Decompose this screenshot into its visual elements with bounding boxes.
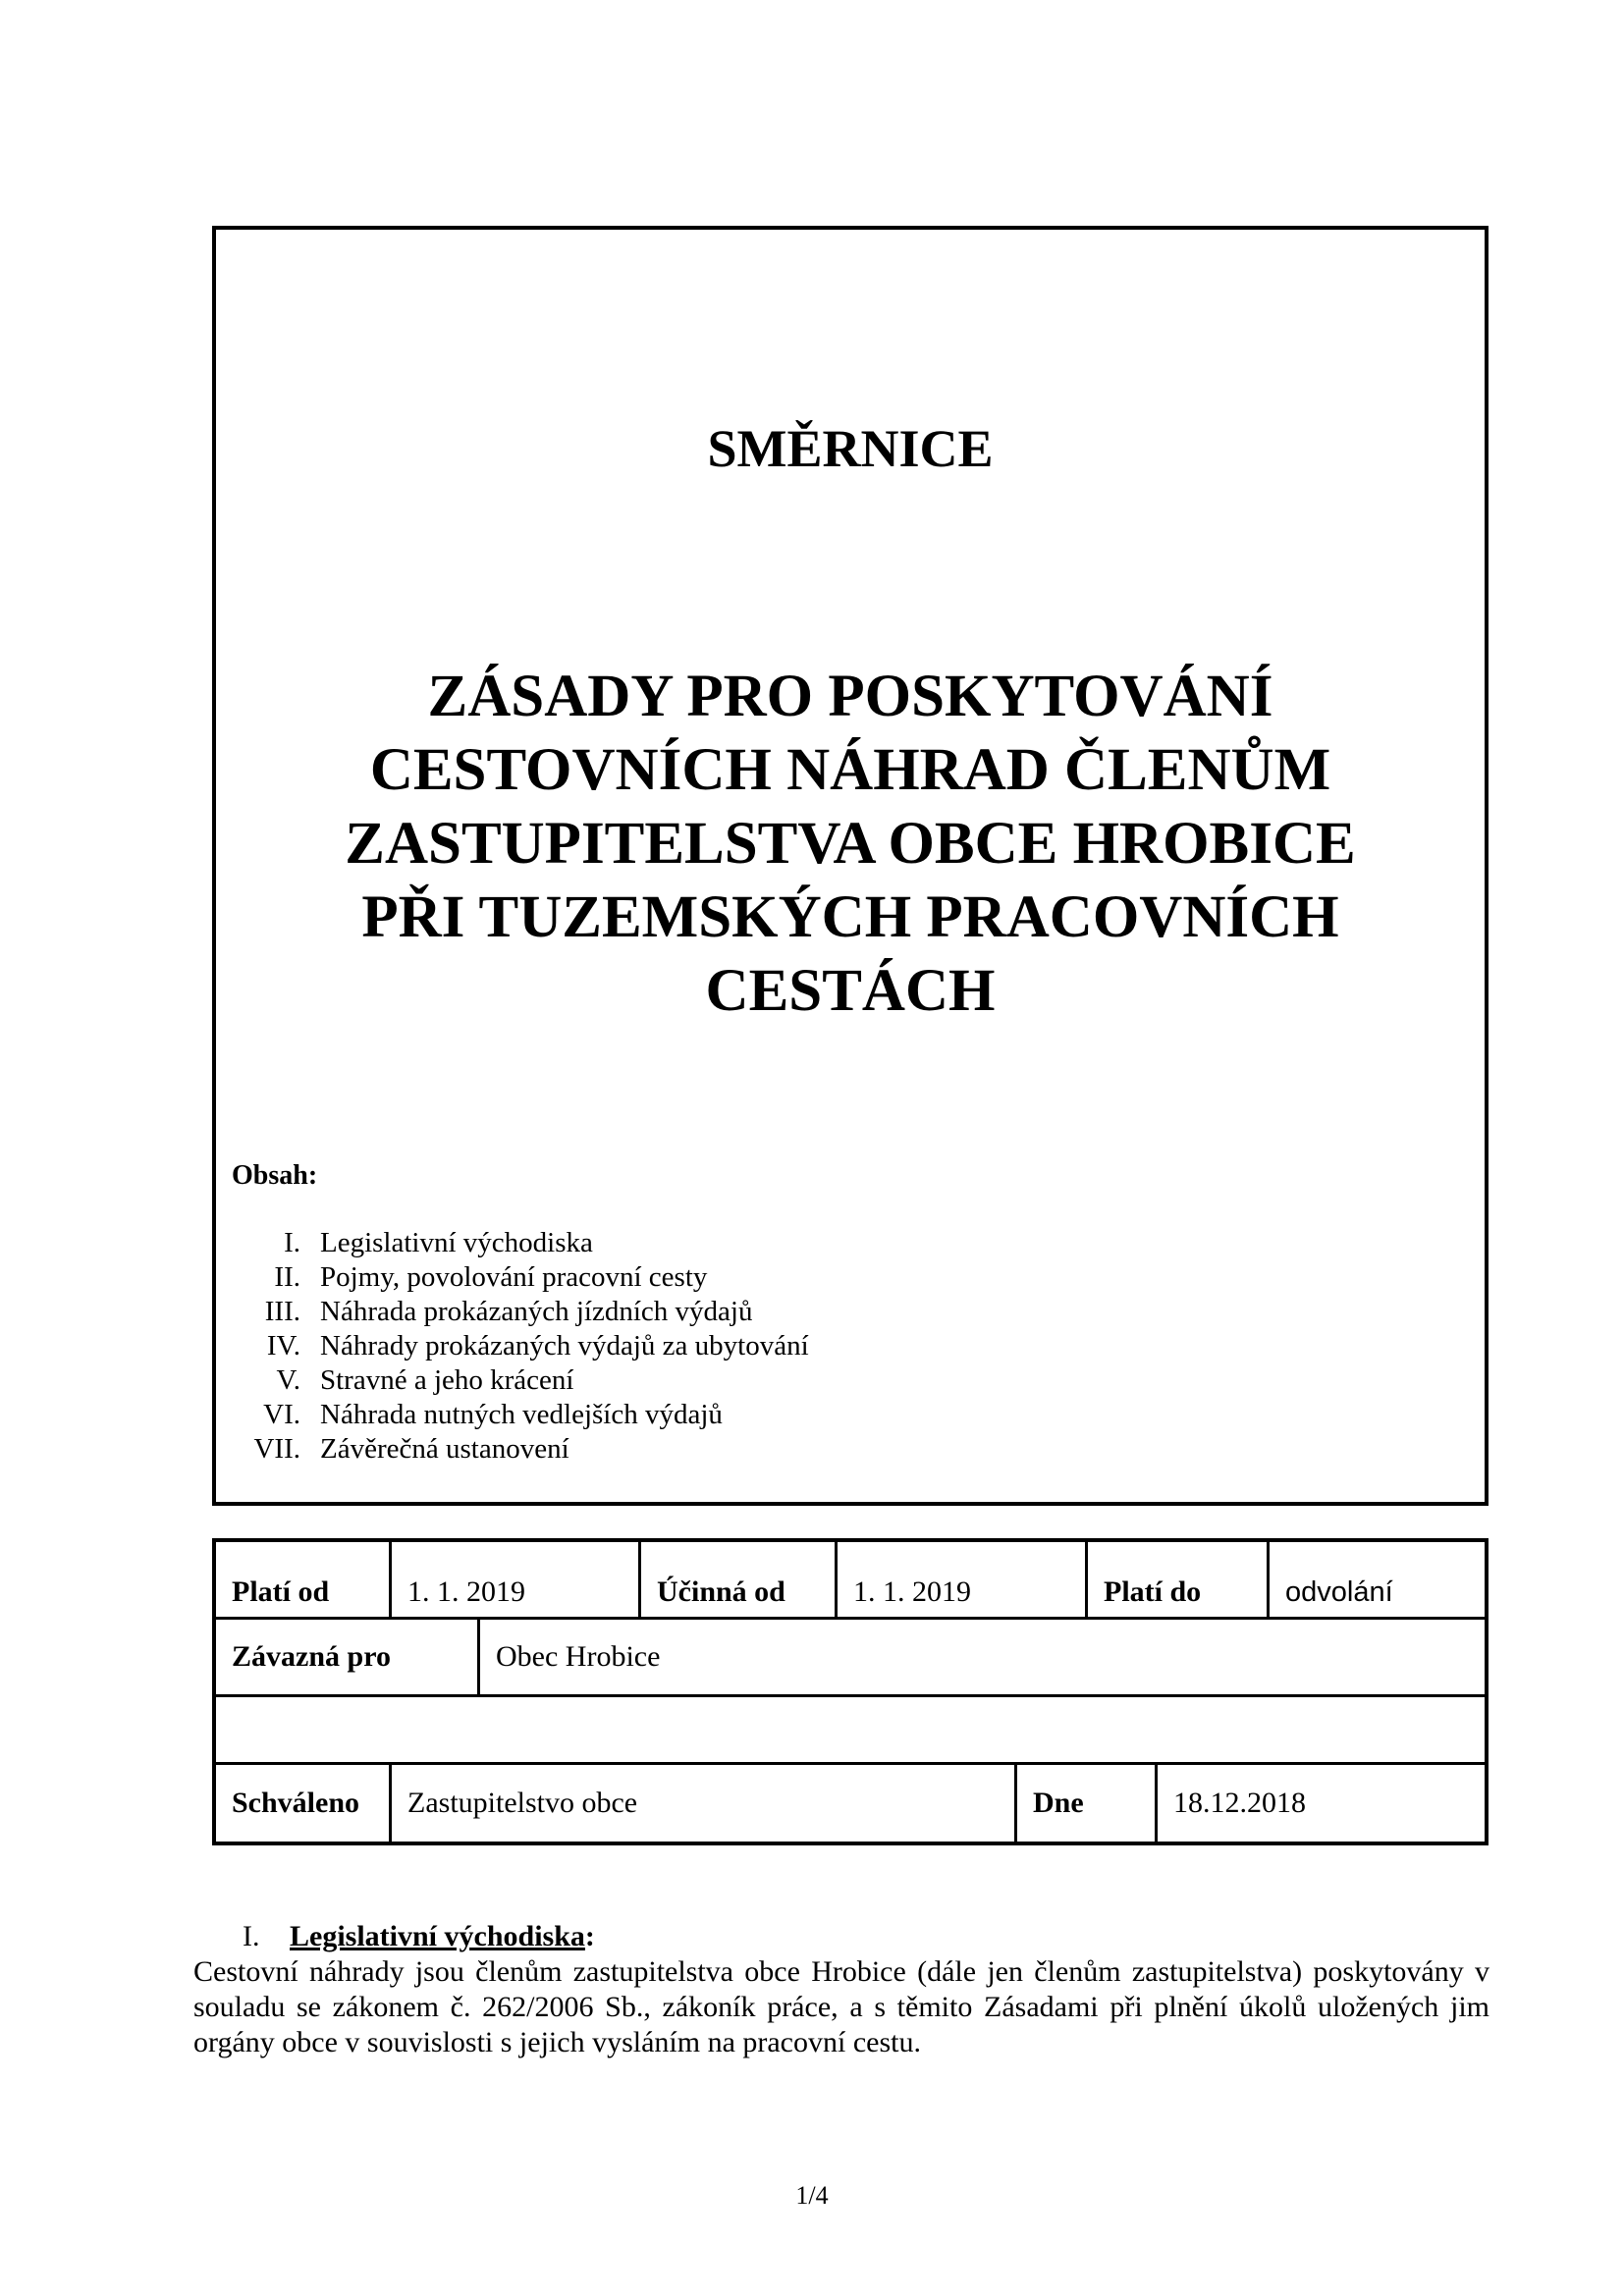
title-frame (212, 226, 1489, 1506)
toc-item-text: Náhrada nutných vedlejších výdajů (320, 1399, 723, 1430)
toc-item (232, 1260, 809, 1295)
valid-until-value: odvolání (1267, 1542, 1485, 1617)
approved-by-value: Zastupitelstvo obce (389, 1765, 1014, 1842)
effective-from-label: Účinná od (638, 1542, 835, 1617)
binding-row (216, 1620, 1485, 1697)
title-line: PŘI TUZEMSKÝCH PRACOVNÍCH (361, 884, 1339, 950)
title-line: ZÁSADY PRO POSKYTOVÁNÍ (427, 664, 1273, 729)
valid-until-label: Platí do (1085, 1542, 1267, 1617)
date-value: 18.12.2018 (1155, 1765, 1485, 1842)
contents-label: Obsah: (232, 1160, 318, 1191)
section-body: Cestovní náhrady jsou členům zastupitelstva obce Hrobice (dále jen členům zastupitelstva) poskytovány v souladu se zákonem č. 262/2006 Sb., zákoník práce, a s těmito Zásadami při plnění úkolů uložených jim orgány obce v souvislosti s jejich vysláním na pracovní cestu. (193, 1955, 1489, 2058)
approved-label: Schváleno (232, 1787, 360, 1819)
toc-item (232, 1398, 809, 1432)
document-title (216, 660, 1485, 1028)
empty-cell (216, 1697, 1485, 1762)
toc-item-text: Stravné a jeho krácení (320, 1364, 574, 1396)
approval-row (216, 1765, 1485, 1842)
toc-item-number: III. (264, 1296, 300, 1327)
section-legislative-basis (193, 1919, 1489, 2060)
toc-item-number: VI. (263, 1399, 300, 1430)
toc-item-text: Pojmy, povolování pracovní cesty (320, 1261, 708, 1293)
toc-item (232, 1363, 809, 1398)
validity-row (216, 1542, 1485, 1620)
toc-item-number: IV. (266, 1330, 300, 1362)
toc-item-text: Náhrada prokázaných jízdních výdajů (320, 1296, 753, 1327)
toc-item-number: V. (276, 1364, 300, 1396)
toc-item-number: II. (274, 1261, 300, 1293)
metadata-table (212, 1538, 1489, 1845)
toc-item-number: I. (284, 1227, 300, 1258)
document-type-label: SMĚRNICE (707, 419, 994, 478)
toc-item-number: VII. (253, 1433, 300, 1465)
toc-item-text: Náhrady prokázaných výdajů za ubytování (320, 1330, 809, 1362)
binding-for-value: Obec Hrobice (477, 1620, 1485, 1694)
table-of-contents (232, 1226, 809, 1467)
section-heading (193, 1919, 1489, 1954)
title-line: ZASTUPITELSTVA OBCE HROBICE (345, 811, 1356, 877)
valid-from-label: Platí od (232, 1575, 330, 1608)
date-label: Dne (1014, 1765, 1155, 1842)
binding-for-label: Závazná pro (232, 1640, 391, 1673)
section-title: Legislativní východiska (290, 1920, 585, 1952)
toc-item (232, 1329, 809, 1363)
toc-item-text: Závěrečná ustanovení (320, 1433, 569, 1465)
effective-from-value: 1. 1. 2019 (835, 1542, 1085, 1617)
valid-from-value: 1. 1. 2019 (389, 1542, 638, 1617)
title-line: CESTÁCH (705, 958, 996, 1024)
section-number: I. (243, 1920, 260, 1952)
toc-item-text: Legislativní východiska (320, 1227, 593, 1258)
toc-item (232, 1432, 809, 1467)
title-line: CESTOVNÍCH NÁHRAD ČLENŮM (369, 737, 1331, 803)
page-number: 1/4 (795, 2181, 829, 2210)
empty-row (216, 1697, 1485, 1765)
section-title-colon: : (584, 1920, 595, 1952)
toc-item (232, 1226, 809, 1260)
toc-item (232, 1295, 809, 1329)
